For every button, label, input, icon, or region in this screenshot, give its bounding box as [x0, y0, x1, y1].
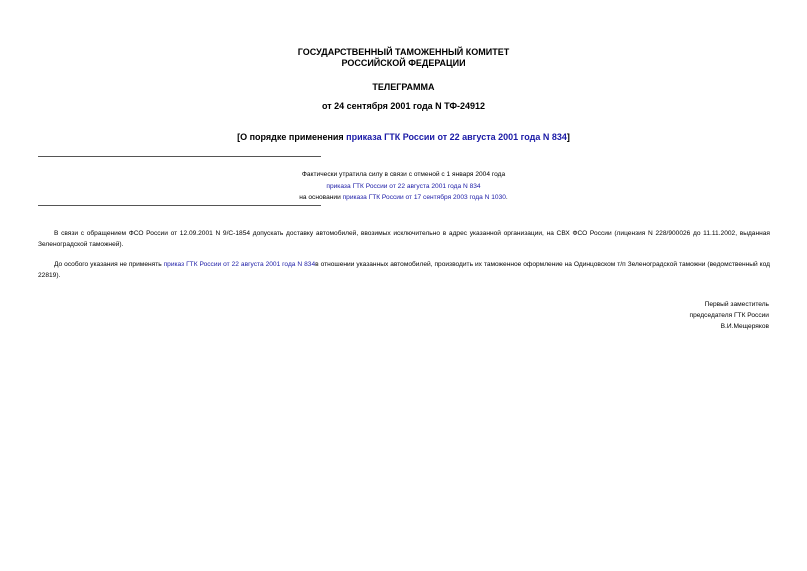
org-line-2: РОССИЙСКОЙ ФЕДЕРАЦИИ — [341, 58, 466, 68]
para2-prefix: До особого указания не применять — [54, 261, 164, 268]
document-date: от 24 сентября 2001 года N ТФ-24912 — [321, 101, 486, 111]
signature-title-1: Первый заместитель — [704, 301, 769, 308]
para2-order-link[interactable]: приказ ГТК России от 22 августа 2001 года N 834 — [163, 261, 316, 268]
document-subject — [0, 132, 807, 143]
signature-title-2: председателя ГТК России — [689, 312, 769, 319]
org-line-1: ГОСУДАРСТВЕННЫЙ ТАМОЖЕННЫЙ КОМИТЕТ — [297, 47, 510, 57]
signature-block — [690, 299, 769, 332]
subject-prefix: [О порядке применения — [237, 132, 347, 142]
para2-suffix: в отношении указанных автомобилей, производить их таможенное оформление на Одинцовском т/п Зеленоградской таможни (ведомственный код 22819). — [38, 261, 771, 279]
divider-bottom — [38, 205, 321, 206]
document-type: ТЕЛЕГРАММА — [372, 82, 435, 92]
signature-name: В.И.Мещеряков — [720, 323, 769, 330]
status-note-line-1: Фактически утратила силу в связи с отменой с 1 января 2004 года — [301, 171, 506, 178]
status-note-basis-suffix: . — [505, 194, 508, 201]
status-note-basis-prefix: на основании — [299, 194, 343, 201]
status-note-order-link[interactable]: приказа ГТК России от 22 августа 2001 года N 834 — [326, 182, 481, 190]
divider-top — [38, 156, 321, 157]
status-note — [0, 169, 807, 204]
status-note-basis-link[interactable]: приказа ГТК России от 17 сентября 2003 года N 1030 — [342, 194, 506, 201]
body-paragraph-2 — [38, 259, 770, 281]
body-paragraph-1: В связи с обращением ФСО России от 12.09.2001 N 9/С-1854 допускать доставку автомобилей, ввозимых исключительно в адрес указанной организации, на СВХ ФСО России (лицензия N 228/900026 до 11.11.2002, выданная Зеленоградской таможней). — [38, 230, 770, 248]
subject-order-link[interactable]: приказа ГТК России от 22 августа 2001 года N 834 — [346, 132, 567, 142]
subject-suffix: ] — [566, 132, 570, 142]
issuing-organization — [0, 47, 807, 69]
